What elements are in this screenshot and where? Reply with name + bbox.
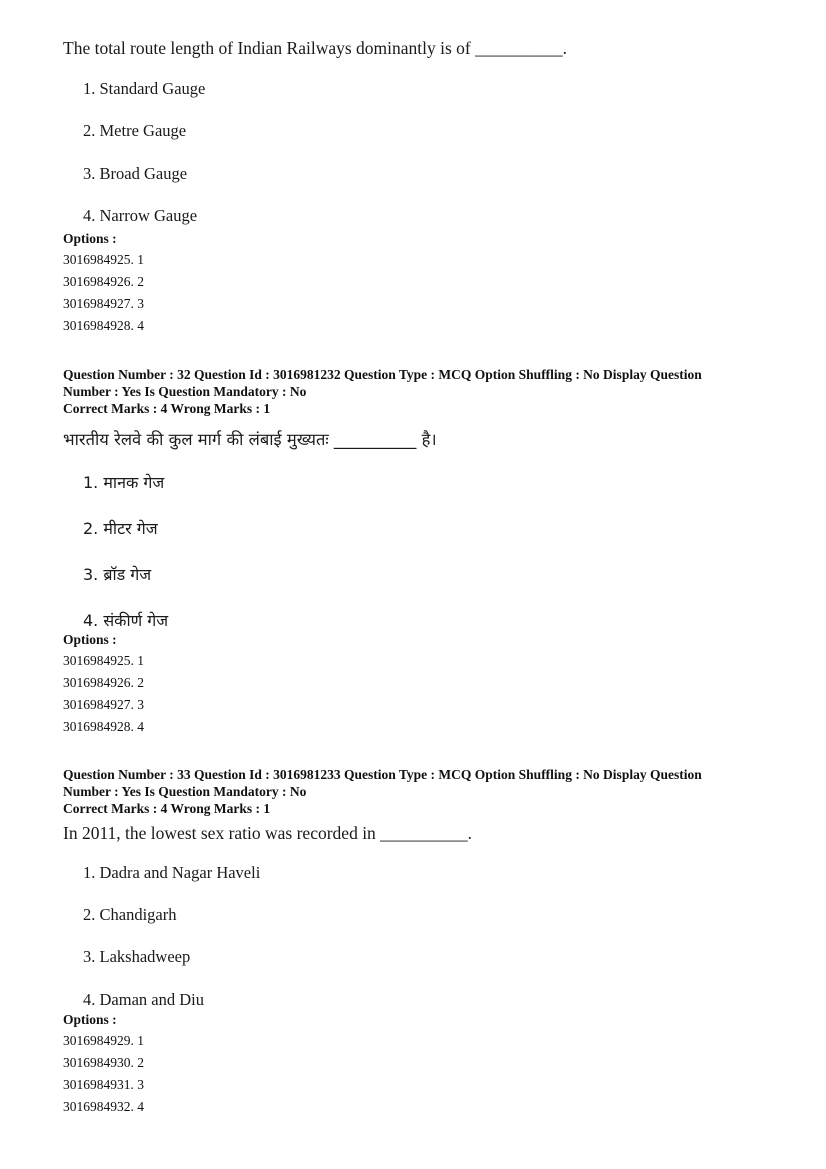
question-32-choice-2: 2. मीटर गेज [83, 519, 158, 538]
question-33-meta-line-1: Question Number : 33 Question Id : 3016981233 Question Type : MCQ Option Shuffling : No Display Question [63, 767, 702, 782]
question-33-marks: Correct Marks : 4 Wrong Marks : 1 [63, 801, 271, 816]
question-31-option-id-1: 3016984925. 1 [63, 252, 144, 267]
question-32-choice-3: 3. ब्रॉड गेज [83, 565, 152, 584]
question-32-option-id-2: 3016984926. 2 [63, 675, 144, 690]
question-32-option-id-3: 3016984927. 3 [63, 697, 144, 712]
question-32-options-label: Options : [63, 632, 117, 647]
question-33-option-id-3: 3016984931. 3 [63, 1077, 144, 1092]
question-33-choice-2: 2. Chandigarh [83, 905, 177, 924]
question-31-options-label: Options : [63, 231, 117, 246]
question-33-choice-3: 3. Lakshadweep [83, 947, 191, 966]
question-31-choice-2: 2. Metre Gauge [83, 121, 187, 140]
question-32-text: भारतीय रेलवे की कुल मार्ग की लंबाई मुख्यतः __________ है। [63, 430, 437, 449]
question-33-meta [63, 766, 773, 817]
question-32-meta-line-2: Number : Yes Is Question Mandatory : No [63, 384, 307, 399]
question-33-option-id-1: 3016984929. 1 [63, 1033, 144, 1048]
question-31-option-id-4: 3016984928. 4 [63, 318, 144, 333]
question-33-options-label: Options : [63, 1012, 117, 1027]
question-32-meta-line-1: Question Number : 32 Question Id : 3016981232 Question Type : MCQ Option Shuffling : No Display Question [63, 367, 702, 382]
question-33-meta-line-2: Number : Yes Is Question Mandatory : No [63, 784, 307, 799]
question-31-choice-3: 3. Broad Gauge [83, 164, 188, 183]
question-32-option-id-1: 3016984925. 1 [63, 653, 144, 668]
question-31-choice-1: 1. Standard Gauge [83, 79, 206, 98]
question-33-text: In 2011, the lowest sex ratio was recorded in __________. [63, 823, 473, 843]
question-32-meta [63, 366, 773, 417]
question-33-option-id-2: 3016984930. 2 [63, 1055, 144, 1070]
question-32-marks: Correct Marks : 4 Wrong Marks : 1 [63, 401, 271, 416]
question-31-option-id-3: 3016984927. 3 [63, 296, 144, 311]
question-32-choice-4: 4. संकीर्ण गेज [83, 611, 169, 630]
question-32-option-id-4: 3016984928. 4 [63, 719, 144, 734]
question-31-text: The total route length of Indian Railways dominantly is of __________. [63, 38, 568, 58]
question-33-choice-4: 4. Daman and Diu [83, 990, 204, 1009]
question-31-option-id-2: 3016984926. 2 [63, 274, 144, 289]
question-33-option-id-4: 3016984932. 4 [63, 1099, 144, 1114]
question-32-choice-1: 1. मानक गेज [83, 473, 165, 492]
question-33-choice-1: 1. Dadra and Nagar Haveli [83, 863, 261, 882]
question-31-choice-4: 4. Narrow Gauge [83, 206, 198, 225]
